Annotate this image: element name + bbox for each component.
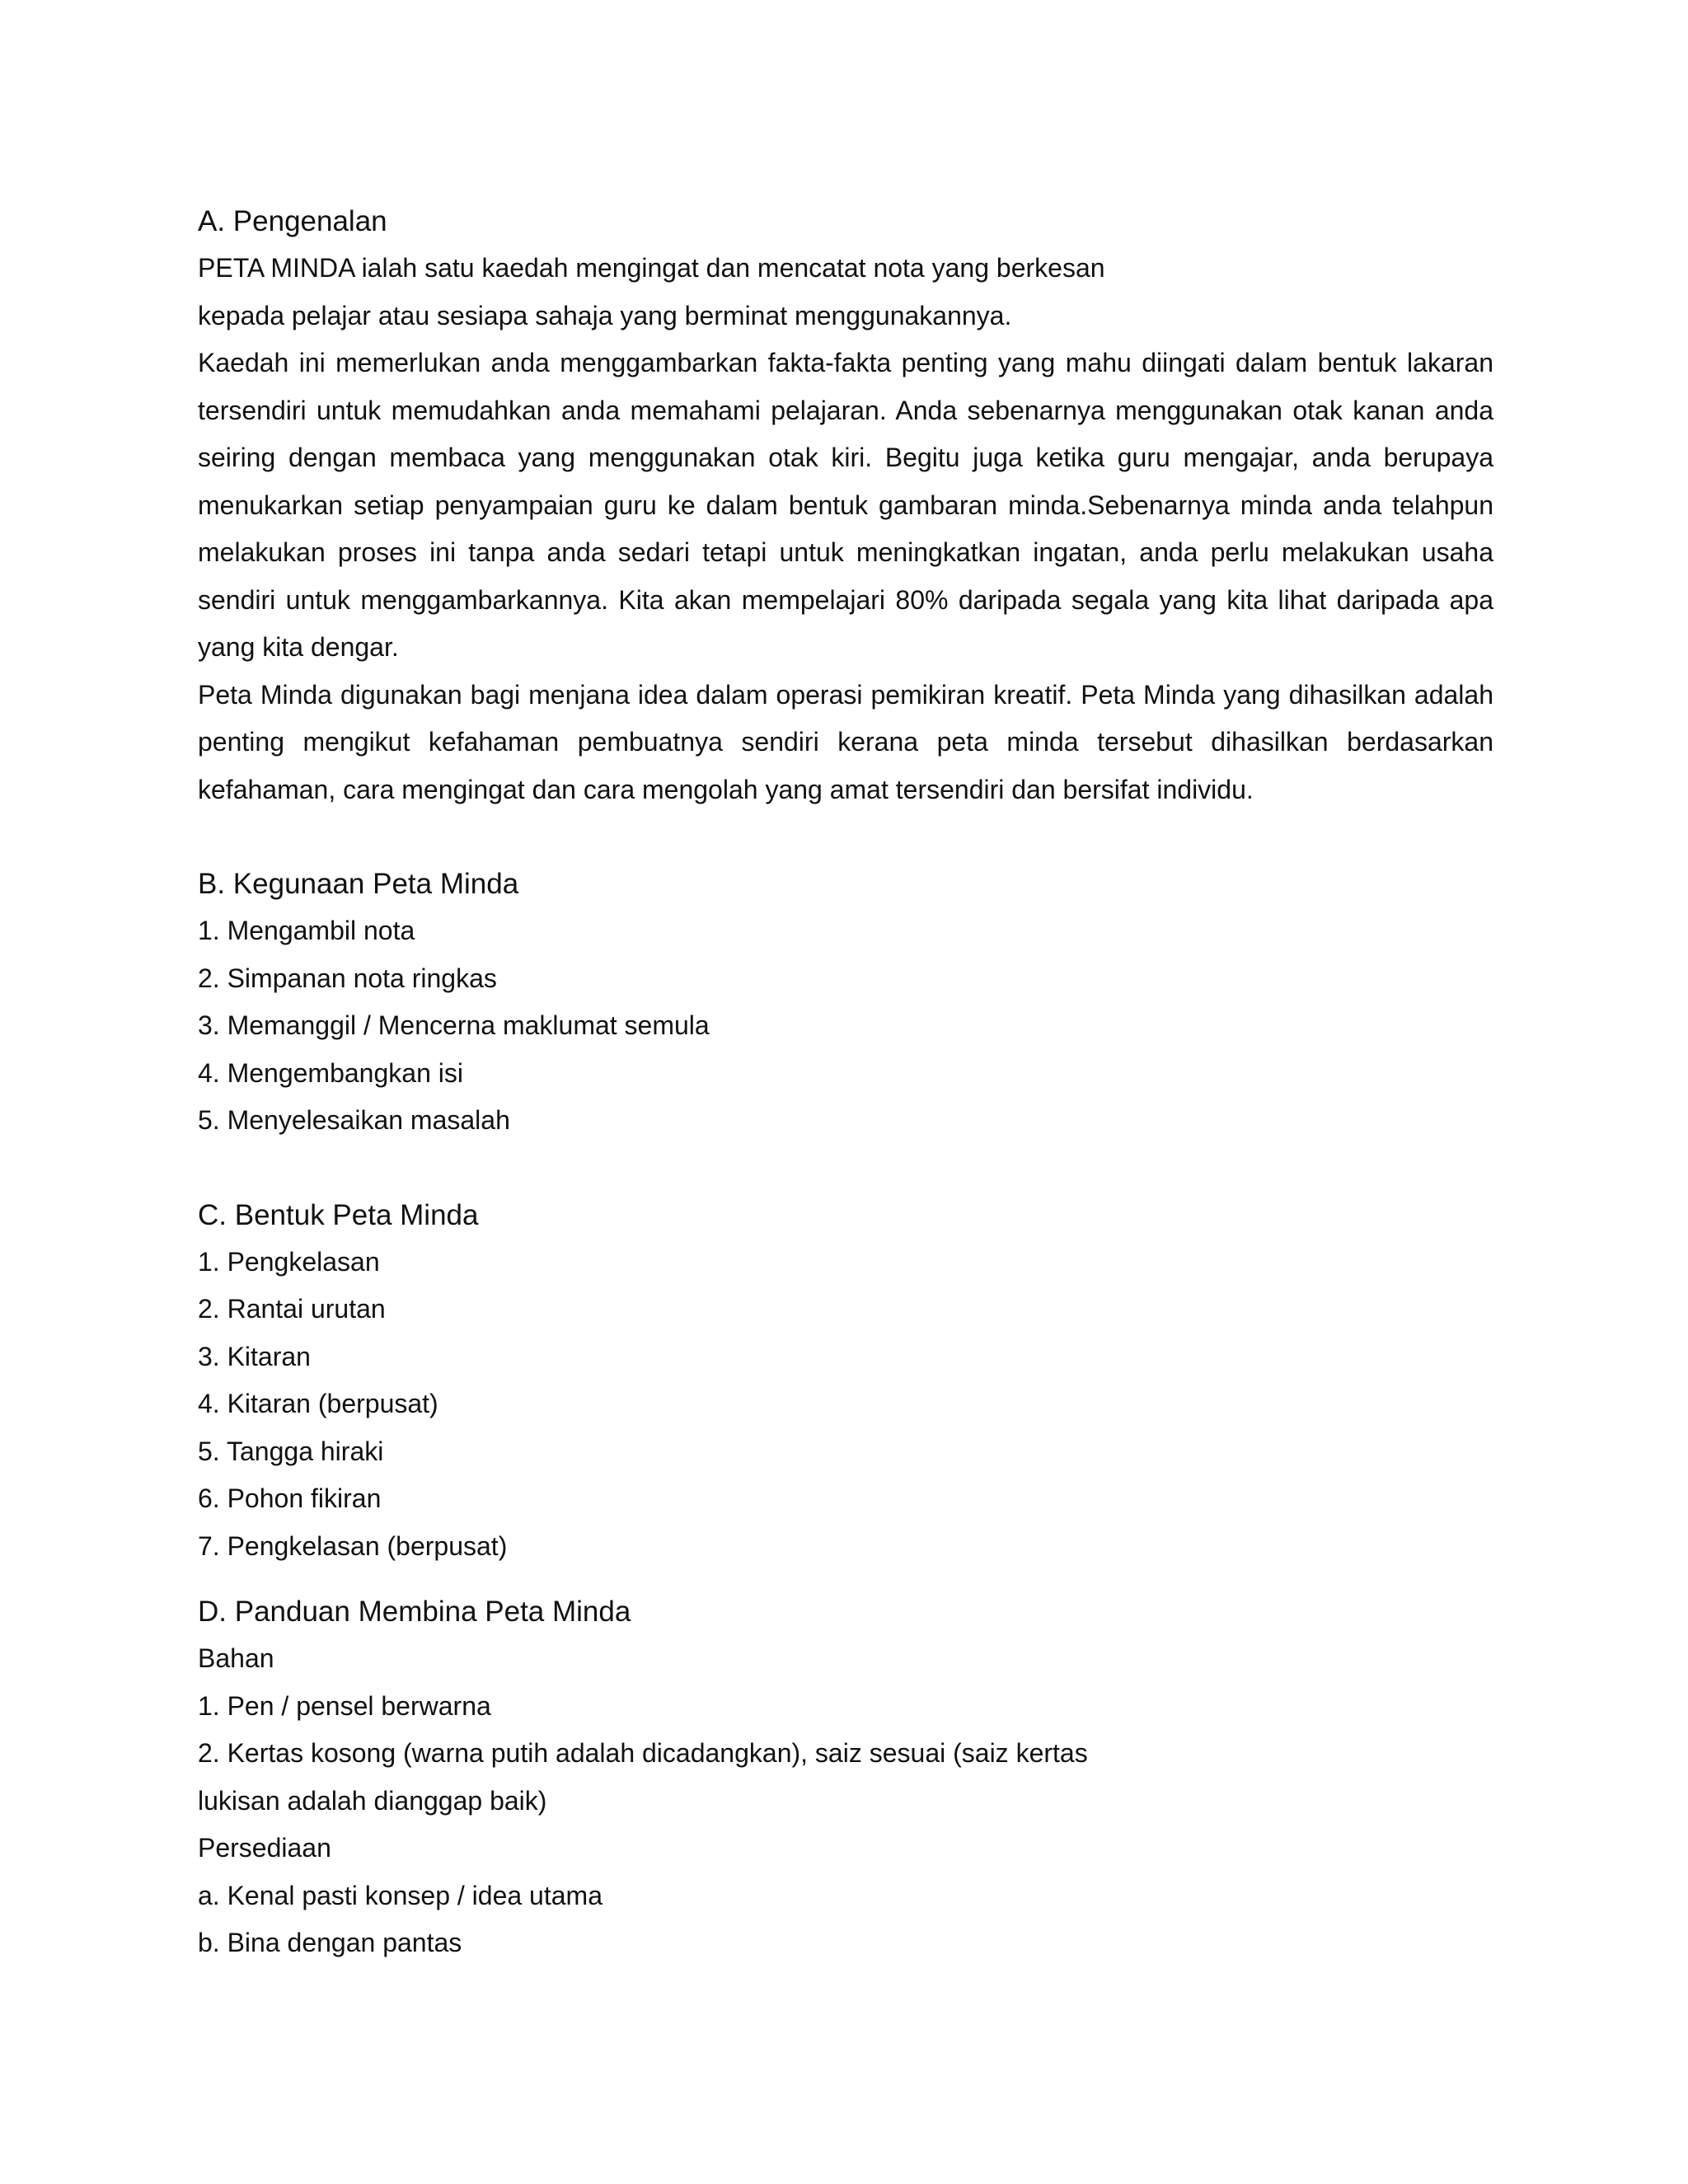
list-item: 5. Tangga hiraki: [198, 1436, 384, 1466]
paragraph: Peta Minda digunakan bagi menjana idea dalam operasi pemikiran kreatif. Peta Minda yang dihasilkan adalah penting mengikut kefahaman pembuatnya sendiri kerana peta minda tersebut dihasilkan berdasarkan kefahaman, cara mengingat dan cara mengolah yang amat tersendiri dan bersifat individu.: [198, 679, 1493, 804]
list-item: lukisan adalah dianggap baik): [198, 1785, 547, 1816]
list-item: b. Bina dengan pantas: [198, 1928, 462, 1957]
list-item: a. Kenal pasti konsep / idea utama: [198, 1880, 603, 1910]
paragraph: Kaedah ini memerlukan anda menggambarkan fakta-fakta penting yang mahu diingati dalam bentuk lakaran tersendiri untuk memudahkan anda memahami pelajaran. Anda sebenarnya menggunakan otak kanan anda seiring dengan membaca yang menggunakan otak kiri. Begitu juga ketika guru mengajar, anda berupaya menukarkan setiap penyampaian guru ke dalam bentuk gambaran minda.Sebenarnya minda anda telahpun melakukan proses ini tanpa anda sedari tetapi untuk meningkatkan ingatan, anda perlu melakukan usaha sendiri untuk menggambarkannya. Kita akan mempelajari 80% daripada segala yang kita lihat daripada apa yang kita dengar.: [198, 348, 1493, 662]
list-item: 2. Kertas kosong (warna putih adalah dicadangkan), saiz sesuai (saiz kertas: [198, 1738, 1088, 1768]
section-bentuk: [198, 1192, 1493, 1571]
section-kegunaan: [198, 860, 1493, 1145]
intro-line: kepada pelajar atau sesiapa sahaja yang berminat menggunakannya.: [198, 300, 1012, 330]
section-panduan: [198, 1588, 1493, 1967]
list-item: 4. Mengembangkan isi: [198, 1057, 463, 1088]
section-heading: C. Bentuk Peta Minda: [198, 1198, 479, 1231]
list-item: 2. Simpanan nota ringkas: [198, 963, 497, 993]
list-item: 7. Pengkelasan (berpusat): [198, 1530, 508, 1561]
list-item: 1. Mengambil nota: [198, 916, 415, 945]
subheading-bahan: Bahan: [198, 1643, 274, 1673]
document-page: [198, 198, 1493, 1967]
list-item: 3. Kitaran: [198, 1341, 311, 1371]
section-heading: A. Pengenalan: [198, 205, 387, 237]
intro-line: PETA MINDA ialah satu kaedah mengingat dan mencatat nota yang berkesan: [198, 253, 1105, 283]
list-item: 2. Rantai urutan: [198, 1294, 386, 1324]
subheading-persediaan: Persediaan: [198, 1833, 331, 1863]
list-item: 1. Pen / pensel berwarna: [198, 1690, 491, 1721]
list-item: 5. Menyelesaikan masalah: [198, 1105, 510, 1135]
section-pengenalan: [198, 198, 1493, 813]
list-item: 1. Pengkelasan: [198, 1246, 380, 1277]
list-item: 6. Pohon fikiran: [198, 1483, 382, 1513]
list-item: 3. Memanggil / Mencerna maklumat semula: [198, 1010, 710, 1040]
list-item: 4. Kitaran (berpusat): [198, 1389, 438, 1418]
section-heading: B. Kegunaan Peta Minda: [198, 868, 519, 900]
section-heading: D. Panduan Membina Peta Minda: [198, 1596, 631, 1628]
